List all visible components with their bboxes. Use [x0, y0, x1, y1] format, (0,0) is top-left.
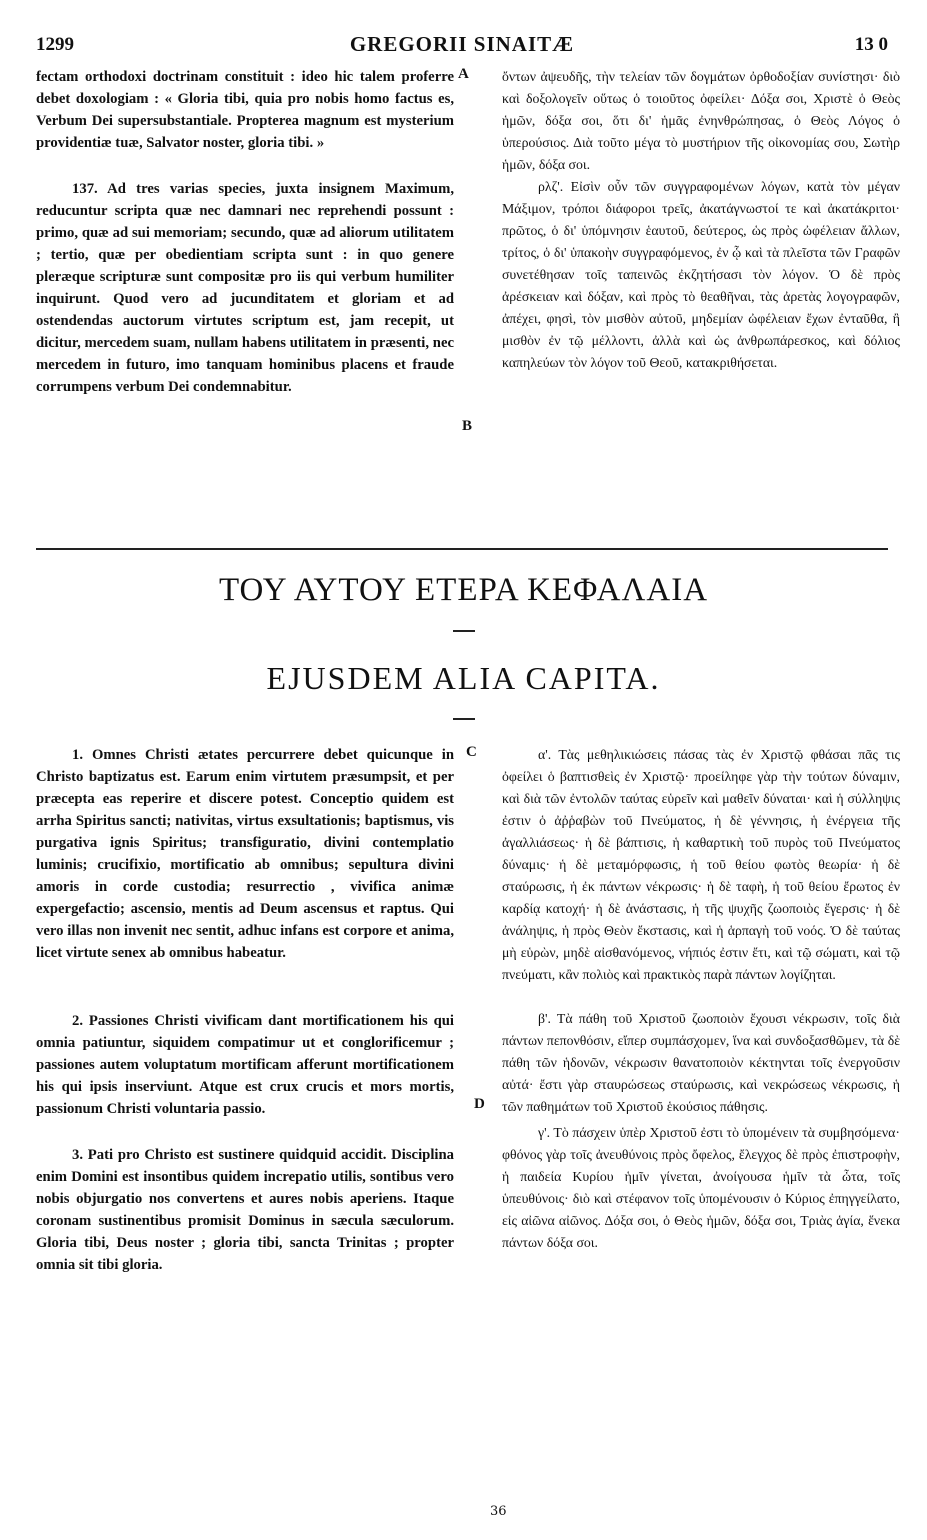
margin-marker-c: C [466, 744, 477, 760]
running-title: GREGORII SINAITÆ [349, 32, 575, 56]
margin-marker-a: A [458, 66, 469, 82]
latin-paragraph-137: 137. Ad tres varias species, juxta insignem Maximum, reducuntur scripta quæ nec damnari nec reprehendi possunt : primo, quæ ad sui memoriam; secundo, quæ ad aliorum utilitatem ; tertio, quæ per obedientiam scripta sunt : in quo genere pleræque scripturæ sunt compositæ pro iis qui verbum humiliter inquirunt. Quod vero ad jucunditatem et gloriam et ad ostendendas auctorum virtutes scriptum est, jam recepit, ut dicitur, mercedem suam, nullam habens utilitatem in præsenti, nec mercedem in futuro, imo tanquam hominibus placens et fraude corrumpens verbum Dei condemnabitur. [36, 181, 454, 395]
latin-chapter-2: 2. Passiones Christi vivificam dant mortificationem his qui omnia patiuntur, siquidem compatimur ut et conglorificemur ; passiones autem voluptatum mortificam afferunt mortificationem his qui ipsis inserviunt. Atque est crux crucis et mors mortis, passionum Christi voluntaria passio. [36, 1013, 454, 1117]
heading-dash [453, 718, 475, 720]
greek-section-heading: ΤΟΥ ΑΥΤΟΥ ΕΤΕΡΑ ΚΕΦΑΛΑΙΑ [218, 572, 709, 608]
heading-dash [453, 630, 475, 632]
margin-marker-b: B [462, 418, 473, 434]
greek-paragraph-137: ρλζ'. Εἰσὶν οὖν τῶν συγγραφομένων λόγων, κατὰ τὸν μέγαν Μάξιμον, τρόποι διάφοροι τρεῖς, ἀκατάγνωστοί τε καὶ ἀκατάκριτοι· πρῶτος, ὁ δι' ὑπόμνησιν ἑαυτοῦ, δεύτερος, ὡς πρὸς ὠφέλειαν ἄλλων, τρίτος, ὁ δι' ὑπακοὴν συγγραφόμενος, ἐν ᾧ καὶ τὰ πλεῖστα τῶν Γραφῶν συνετέθησαν τοῖς ταπεινῶς ἐκζητήσασι τὸν λόγον. Ὁ δὲ πρὸς ἀρέσκειαν καὶ δόξαν, καὶ πρὸς τὸ θεαθῆναι, τὰς ἀρετὰς λογογραφῶν, ἀπέχει, φησὶ, τὸν μισθὸν αὐτοῦ, μηδεμίαν ὠφέλειαν ἔχων ἐνταῦθα, ἢ μισθὸν ἐν τῷ μέλλοντι, ἀλλὰ καὶ ὡς ἀνθρωπάρεσκος, καὶ δόλιος καπηλεύων τὸν λόγον τοῦ Θεοῦ, κατακριθήσεται. [502, 179, 900, 370]
greek-chapter-3: γ'. Τὸ πάσχειν ὑπὲρ Χριστοῦ ἐστι τὸ ὑπομένειν τὰ συμβησόμενα· φθόνος γὰρ τοῖς ἀνευθύνοις πρὸς ὄφελος, ἔλεγχος δὲ πρὸς ἐπιστροφὴν, ἡ παιδεία Κυρίου ἡμῖν γίνεται, ἀνοίγουσα ἡμῖν τὰ ὦτα, τοῖς ὑπευθύνοις· διὸ καὶ στέφανον τοῖς ὑπομένουσιν ὁ Κύριος ἐπηγγείλατο, εἰς αἰῶνα αἰῶνος. Δόξα σοι, ὁ Θεὸς ἡμῶν, δόξα σοι, Τριὰς ἁγία, ἕνεκα πάντων δόξα σοι. [502, 1125, 900, 1250]
margin-marker-d: D [474, 1096, 485, 1112]
latin-chapter-1: 1. Omnes Christi ætates percurrere debet quicunque in Christo baptizatus est. Earum enim virtutem præsumpsit, et per præcepta eas reperire et discere potest. Conceptio quidem est arrha Spiritus sancti; nativitas, virtus exsultationis; baptismus, vis purgativa ignis Spiritus; transfiguratio, divini contemplatio luminis; crucifixio, mortificatio ab omnibus; sepultura divini amoris in corde custodia; resurrectio , vivifica animæ expergefactio; ascensio, mentis ad Deum ascensus et raptus. Qui vero illas non invenit nec sentit, adhuc infans est corpore et anima, licet virtute senex ab omnibus habeatur. [36, 747, 454, 961]
latin-section-heading: EJUSDEM ALIA CAPITA. [266, 660, 661, 696]
greek-chapter-2: β'. Τὰ πάθη τοῦ Χριστοῦ ζωοποιὸν ἔχουσι νέκρωσιν, τοῖς διὰ πάντων πεπονθόσιν, εἴπερ συμπάσχομεν, ἵνα καὶ συνδοξασθῶμεν, τὰ δὲ πάθη τῶν ἡδονῶν, νέκρωσιν θανατοποιὸν κέκτηνται τοῖς ἐνεργοῦσιν αὐτά· ἔστι γὰρ σταυρώσεως σταύρωσις, καὶ νεκρώσεως νέκρωσις, ἡ τῶν παθημάτων τοῦ Χριστοῦ ἑκούσιος πάθησις. [502, 1011, 900, 1114]
running-header [36, 30, 888, 64]
latin-column-chapters [36, 744, 454, 1276]
latin-chapter-3: 3. Pati pro Christo est sustinere quidquid accidit. Disciplina enim Domini est insontibus quidem increpatio utilis, sontibus vero nobis objurgatio nos convertens et aures nobis aperiens. Itaque coronam sustinentibus promisit Dominus in sæcula sæculorum. Gloria tibi, Deus noster ; gloria tibi, sancta Trinitas ; propter omnia sit tibi gloria. [36, 1147, 454, 1273]
greek-paragraph-continued: ὄντων ἀψευδῆς, τὴν τελείαν τῶν δογμάτων ὀρθοδοξίαν συνίστησι· διὸ καὶ δοξολογεῖν οὕτως ὁ τοιοῦτος ὀφείλει· Δόξα σοι, Χριστὲ ὁ Θεὸς ἡμῶν, δόξα σοι, ὅτι δι' ἡμᾶς ἐνηνθρώπησας, ὁ Θεὸς Λόγος ὁ ὑπερούσιος. Διὰ τοῦτο μέγα τὸ μυστήριον τῆς οἰκονομίας σου, Σωτὴρ ἡμῶν, δόξα σοι. [502, 69, 900, 172]
latin-paragraph-continued: fectam orthodoxi doctrinam constituit : ideo hic talem proferre debet doxologiam : « Gloria tibi, quia pro nobis homo factus es, Verbum Dei supersubstantiale. Propterea magnum est mysterium providentiæ tuæ, Salvator noster, gloria tibi. » [36, 69, 454, 151]
page-number-right: 13 0 [854, 34, 888, 55]
greek-column-chapters [502, 744, 900, 1254]
signature-mark: 36 [490, 1504, 507, 1519]
page-number-left: 1299 [36, 34, 74, 55]
greek-chapter-1: α'. Τὰς μεθηλικιώσεις πάσας τὰς ἐν Χριστῷ φθάσαι πᾶς τις ὀφείλει ὁ βαπτισθεὶς ἐν Χριστῷ· προείληφε γὰρ τὴν τούτων δύναμιν, καὶ διὰ τῶν ἐντολῶν ταύτας εὑρεῖν καὶ μαθεῖν δύναται· καὶ ἡ σύλληψις ἐστιν ὁ ἀῤῥαβὼν τοῦ Πνεύματος, ἡ δὲ γέννησις, ἡ ἐνέργεια τῆς ἀγαλλιάσεως· ἡ δὲ βάπτισις, ἡ καθαρτικὴ τοῦ πυρὸς τοῦ Πνεύματος δύναμις· ἡ δὲ μεταμόρφωσις, ἡ τοῦ θείου φωτὸς θεωρία· ἡ δὲ σταύρωσις, ἡ ἐκ πάντων νέκρωσις· ἡ δὲ ταφὴ, ἡ τοῦ θείου ἔρωτος ἐν καρδίᾳ κατοχή· ἡ δὲ ἀνάστασις, ἡ τῆς ψυχῆς ζωοποιὸς ἔγερσις· ἡ δὲ ἀνάληψις, ἡ πρὸς Θεὸν ἔκστασις, καὶ ἡ ἁρπαγὴ τοῦ νοός. Ὁ δὲ ταύτας μὴ εὑρὼν, μηδὲ αἰσθανόμενος, νήπιός ἐστιν ἔτι, καὶ τῷ σώματι, καὶ τῷ πνεύματι, κἂν πολιὸς καὶ πρακτικὸς παρὰ πάντων λογίζηται. [502, 747, 900, 982]
greek-column-top [502, 66, 900, 374]
section-divider [36, 548, 888, 550]
latin-column-top [36, 66, 454, 398]
